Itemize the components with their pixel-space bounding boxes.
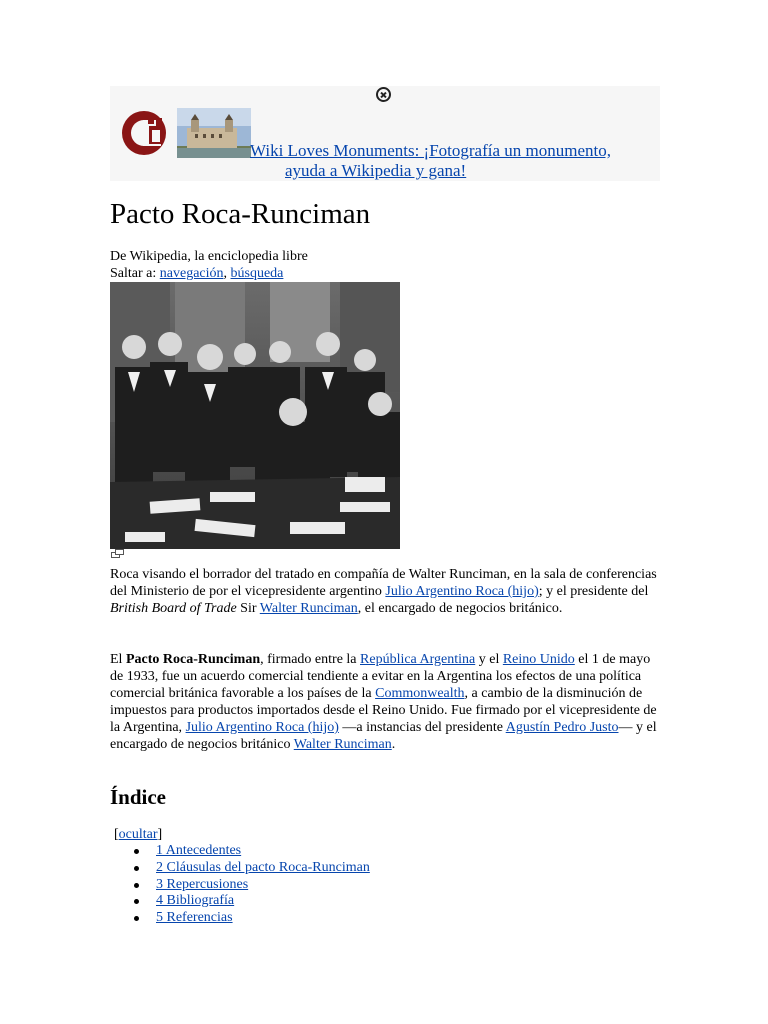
link-walter-runciman-caption[interactable]: Walter Runciman [259, 601, 358, 616]
page-title: Pacto Roca-Runciman [110, 198, 371, 230]
toc-item [156, 893, 370, 910]
wlm-banner [110, 86, 660, 181]
toc-heading: Índice [110, 785, 167, 809]
toc-item [156, 843, 370, 860]
link-julio-roca[interactable]: Julio Argentino Roca (hijo) [185, 720, 339, 735]
link-republica-argentina[interactable]: República Argentina [360, 652, 476, 667]
toc-link-antecedentes[interactable]: 1 Antecedentes [156, 843, 242, 858]
intro-text: y el [475, 652, 503, 667]
link-agustin-justo[interactable]: Agustín Pedro Justo [505, 720, 619, 735]
intro-text: . [391, 737, 396, 752]
toc-item [156, 860, 370, 877]
toc-link-clausulas[interactable]: 2 Cláusulas del pacto Roca-Runciman [156, 859, 370, 875]
intro-paragraph [110, 651, 660, 753]
intro-text: El [110, 652, 126, 667]
caption-text: ; y el presidente del [538, 584, 649, 599]
link-walter-runciman[interactable]: Walter Runciman [293, 737, 392, 752]
jump-search-link[interactable]: búsqueda [230, 266, 284, 281]
caption-text: Sir [236, 601, 260, 616]
castle-thumbnail[interactable] [177, 108, 251, 158]
caption-text: , el encargado de negocios británico. [357, 601, 563, 616]
intro-bold-title: Pacto Roca-Runciman [125, 652, 261, 667]
enlarge-icon[interactable] [111, 549, 124, 558]
photo-caption [110, 566, 660, 617]
caption-italic: British Board of Trade [110, 601, 237, 616]
intro-text: el 1 de mayo de 1933, fue un acuerdo comercial tendiente a evitar en la Argentina los efectos de una política comercial británica favorable a los países de la [110, 652, 651, 701]
wiki-loves-monuments-logo-icon[interactable] [118, 106, 176, 158]
jump-navigation-link[interactable]: navegación [159, 266, 224, 281]
jump-separator: , [223, 266, 231, 281]
toc-toggle [114, 826, 162, 843]
jump-links [110, 265, 283, 282]
intro-text: , firmado entre la [260, 652, 361, 667]
link-commonwealth[interactable]: Commonwealth [375, 686, 465, 701]
intro-text: , a cambio de la disminución de impuestos para productos importados desde el Reino Unido. Fue firmado por el vicepresidente de la Argentina, [110, 686, 657, 735]
jump-label: Saltar a: [110, 266, 157, 281]
intro-text: —a instancias del presidente [338, 720, 506, 735]
toc-link-bibliografia[interactable]: 4 Bibliografía [156, 893, 235, 909]
site-tagline: De Wikipedia, la enciclopedia libre [110, 249, 308, 264]
banner-text-line2: ayuda a Wikipedia y gana! [285, 161, 467, 180]
toc-item [156, 877, 370, 894]
wlm-banner-link[interactable] [250, 141, 660, 181]
caption-text: Roca visando el borrador del tratado en compañía de Walter Runciman, en la sala de conferencias del Ministerio de por el vicepresidente argentino [110, 567, 657, 599]
link-julio-roca-caption[interactable]: Julio Argentino Roca (hijo) [385, 584, 539, 599]
toc-link-referencias[interactable]: 5 Referencias [156, 910, 233, 926]
historical-photo[interactable] [110, 282, 400, 549]
close-icon[interactable] [376, 87, 391, 102]
toc-bracket: ] [157, 827, 163, 842]
toc-item [156, 910, 370, 927]
banner-text-line1: Wiki Loves Monuments: ¡Fotografía un monumento, [250, 141, 611, 160]
intro-text: — y el encargado de negocios británico [110, 720, 657, 752]
toc-bracket: [ [114, 827, 119, 842]
toc-hide-link[interactable]: ocultar [118, 827, 158, 842]
toc-link-repercusiones[interactable]: 3 Repercusiones [156, 876, 249, 892]
link-reino-unido[interactable]: Reino Unido [502, 652, 575, 667]
toc-list [110, 843, 370, 927]
